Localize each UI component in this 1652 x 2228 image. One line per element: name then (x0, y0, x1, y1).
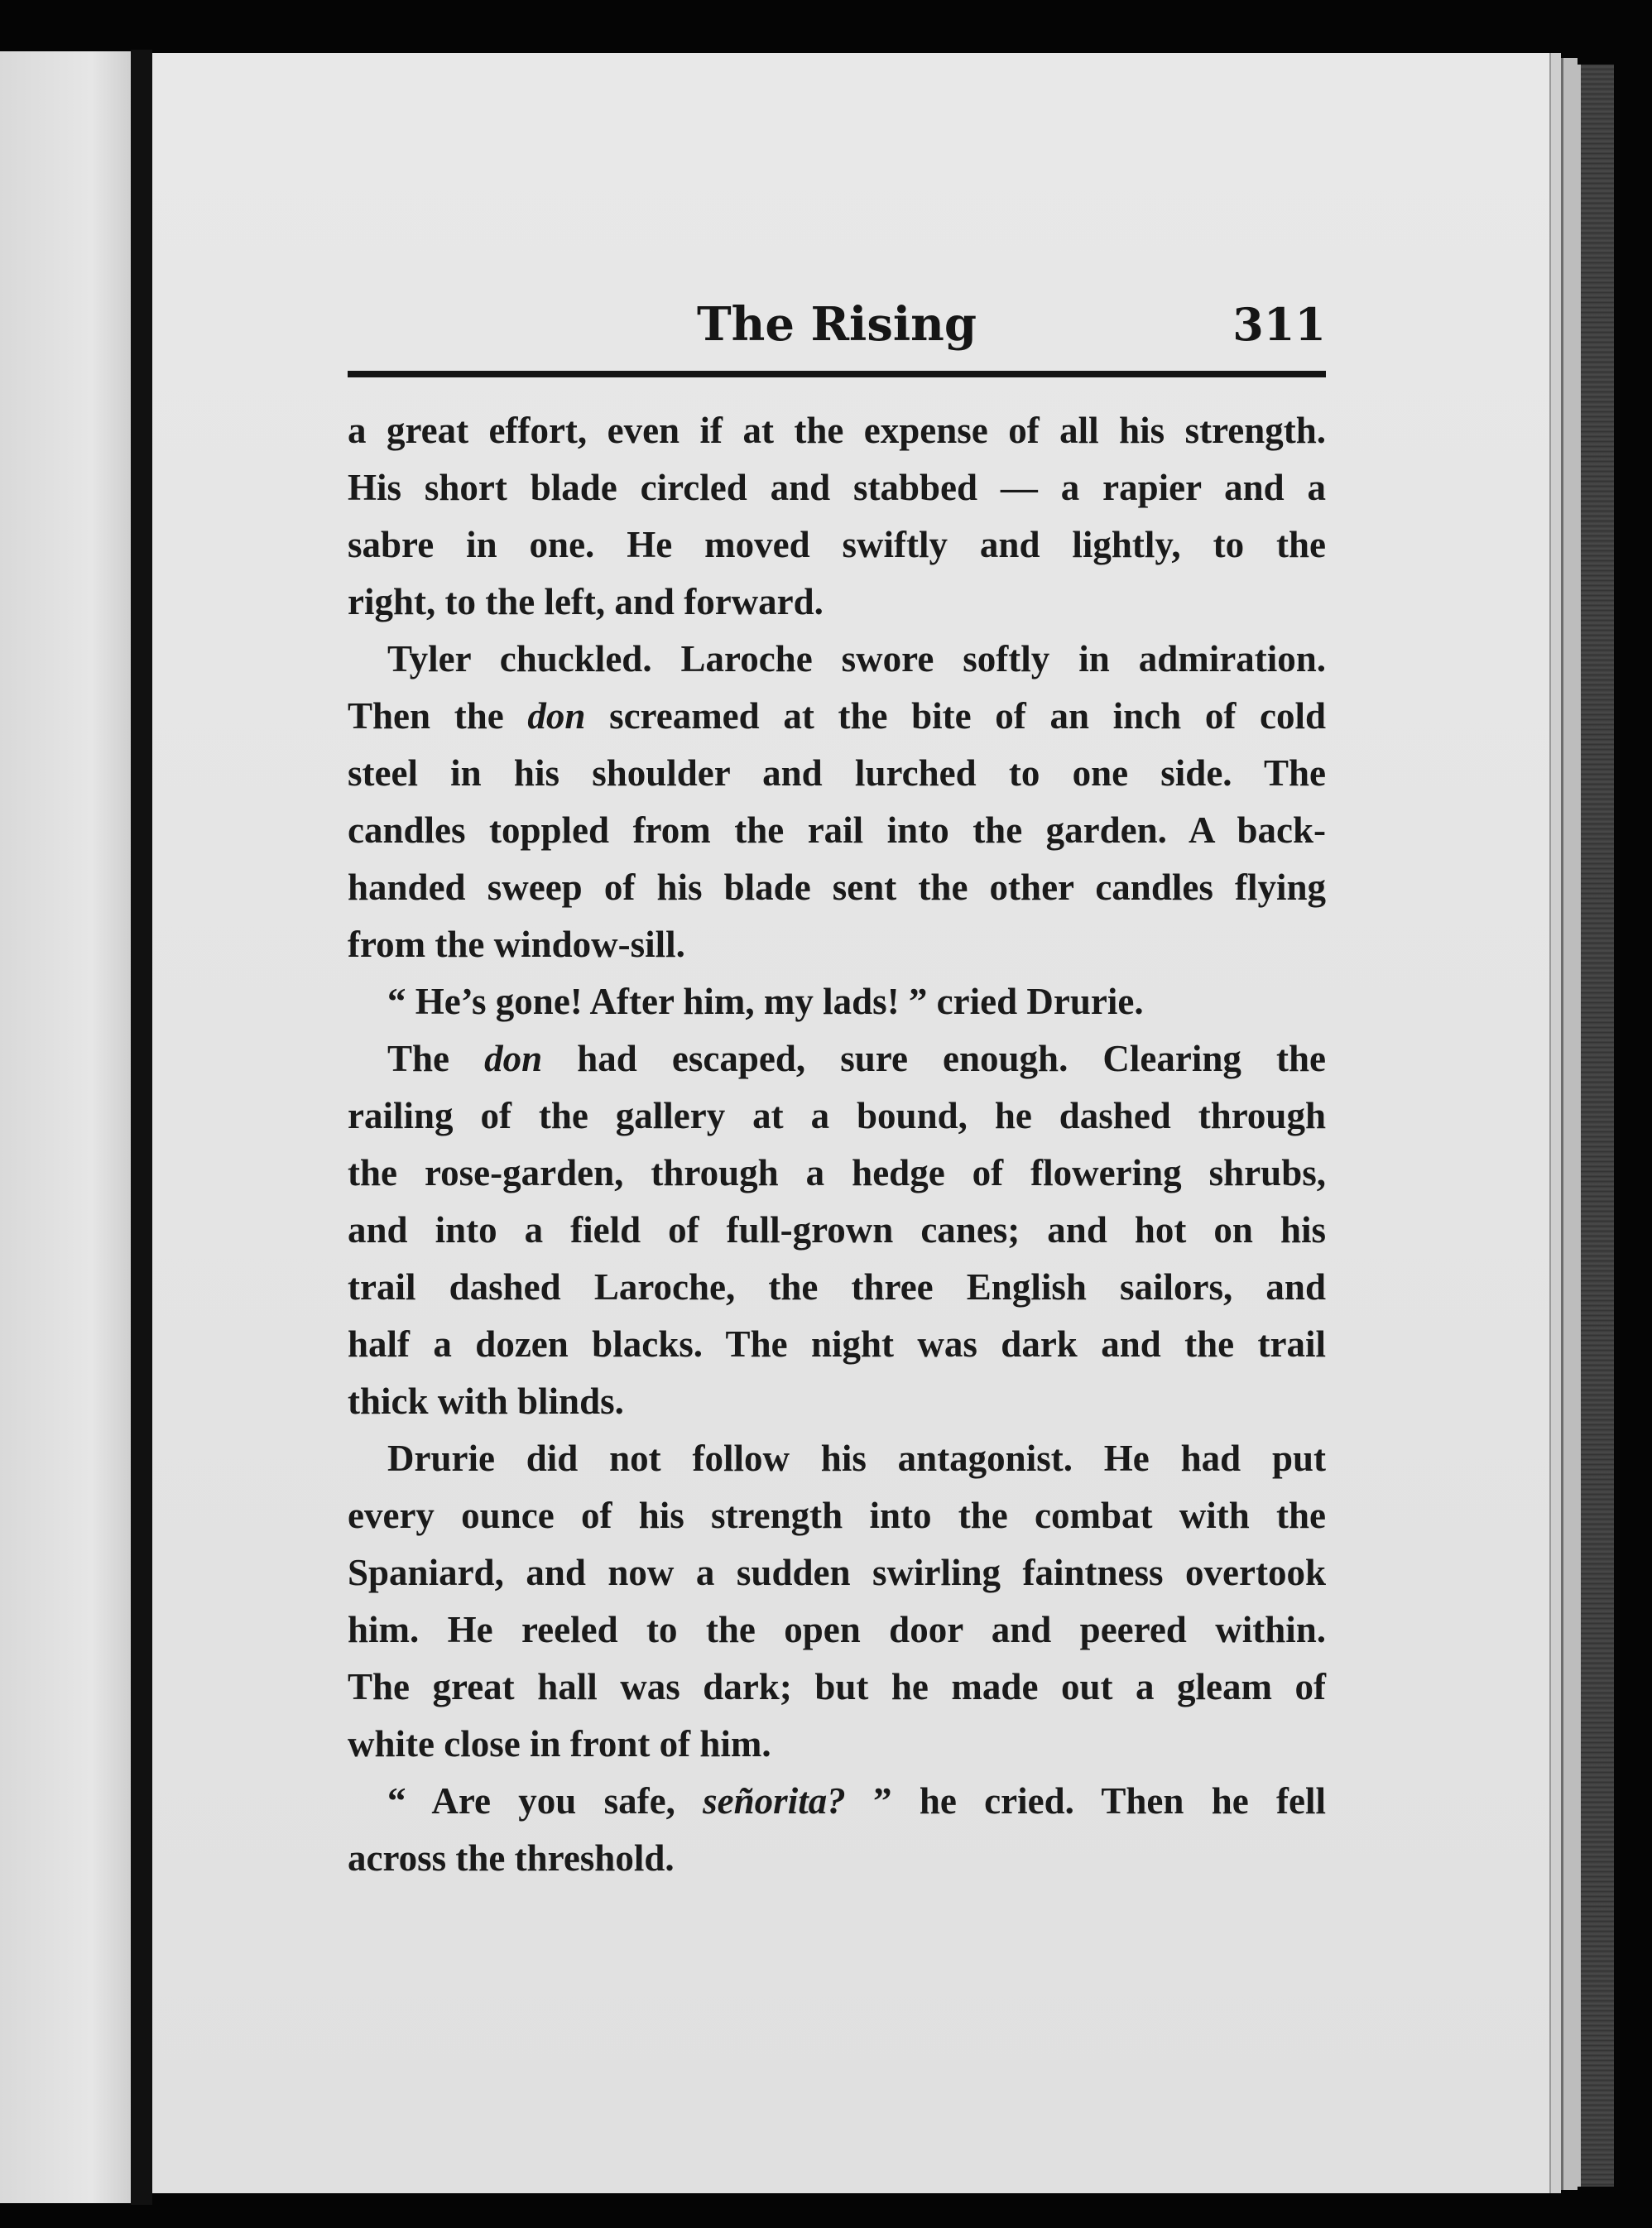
text-line: Tyler chuckled. Laroche swore softly in admiration. (387, 638, 1326, 679)
page-number: 311 (1232, 298, 1326, 351)
paragraph (348, 1773, 1326, 1887)
text-line: “ Are you safe, señorita? ” he cried. Then he fell (387, 1780, 1326, 1822)
text-line: and into a field of full-grown canes; and hot on his (348, 1209, 1326, 1251)
text-line: sabre in one. He moved swiftly and lightly, to the (348, 524, 1326, 565)
paragraph (348, 1030, 1326, 1430)
running-head (348, 291, 1326, 366)
facing-page-edge (0, 51, 131, 2203)
text-line: half a dozen blacks. The night was dark and the trail (348, 1323, 1326, 1365)
text-line: him. He reeled to the open door and peered within. (348, 1609, 1326, 1650)
text-line: from the window-sill. (348, 924, 685, 965)
text-line: “ He’s gone! After him, my lads! ” cried Drurie. (387, 981, 1144, 1022)
paragraph (348, 402, 1326, 631)
paragraph (348, 973, 1326, 1030)
text-line: a great effort, even if at the expense of all his strength. (348, 410, 1326, 451)
text-line: candles toppled from the rail into the garden. A back- (348, 809, 1326, 851)
text-line: every ounce of his strength into the combat with the (348, 1495, 1326, 1536)
text-line: trail dashed Laroche, the three English sailors, and (348, 1266, 1326, 1308)
text-line: Drurie did not follow his antagonist. He had put (387, 1438, 1326, 1479)
body-text (348, 402, 1326, 1887)
text-line: His short blade circled and stabbed — a rapier and a (348, 467, 1326, 508)
text-line: steel in his shoulder and lurched to one side. The (348, 752, 1326, 794)
text-line: thick with blinds. (348, 1380, 624, 1422)
text-line: The don had escaped, sure enough. Clearing the (387, 1038, 1326, 1079)
text-line: Then the don screamed at the bite of an inch of cold (348, 695, 1327, 737)
chapter-title: The Rising (697, 297, 977, 352)
page-edge (1561, 58, 1578, 2190)
book-gutter (131, 50, 152, 2205)
header-rule (348, 371, 1326, 377)
paragraph (348, 1430, 1326, 1773)
text-line: across the threshold. (348, 1837, 675, 1879)
text-line: The great hall was dark; but he made out a gleam of (348, 1666, 1326, 1707)
text-line: handed sweep of his blade sent the other candles flying (348, 867, 1326, 908)
text-line: railing of the gallery at a bound, he dashed through (348, 1095, 1326, 1136)
text-line: Spaniard, and now a sudden swirling faintness overtook (348, 1552, 1326, 1593)
text-line: the rose-garden, through a hedge of flowering shrubs, (348, 1152, 1326, 1193)
text-line: white close in front of him. (348, 1723, 771, 1765)
book-cover-edge (1578, 65, 1614, 2187)
page-edge (1549, 53, 1561, 2193)
paragraph (348, 631, 1326, 973)
text-line: right, to the left, and forward. (348, 581, 824, 622)
